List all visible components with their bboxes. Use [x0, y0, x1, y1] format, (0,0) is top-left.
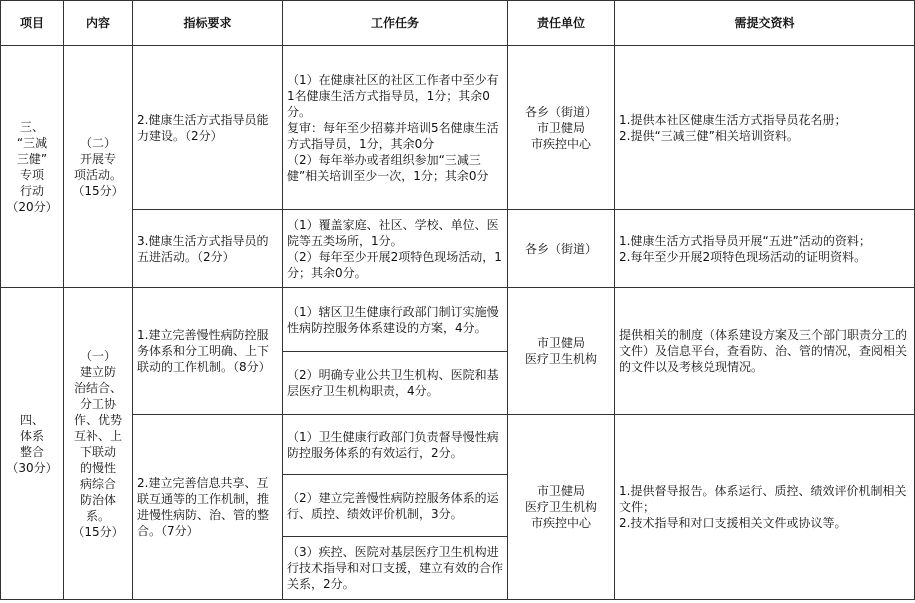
- header-row: [1, 1, 915, 46]
- materials-cell: 提供相关的制度（体系建设方案及三个部门职责分工的文件）及信息平台，查看防、治、管的情况，查阅相关的文件以及考核兑现情况。: [615, 288, 915, 415]
- task-cell: （3）疾控、医院对基层医疗卫生机构进行技术指导和对口支援，建立有效的合作关系，2分。: [283, 537, 508, 600]
- indicator-cell: 3.健康生活方式指导员的五进活动。（2分）: [133, 210, 283, 288]
- table-row: [1, 210, 915, 288]
- unit-cell: 各乡（街道）: [508, 210, 615, 288]
- task-cell: （1）卫生健康行政部门负责督导慢性病防控服务体系的有效运行，2分。: [283, 415, 508, 475]
- content-cell-3: （二） 开展专 项活动。 （15分）: [64, 46, 133, 288]
- table-row: [1, 46, 915, 210]
- indicator-cell: 2.建立完善信息共享、互联互通等的工作机制，推进慢性病防、治、管的整合。（7分）: [133, 415, 283, 600]
- unit-cell: 各乡（街道） 市卫健局 市疾控中心: [508, 46, 615, 210]
- indicator-cell: 2.健康生活方式指导员能力建设。（2分）: [133, 46, 283, 210]
- project-cell-4: 四、 体系 整合 （30分）: [1, 288, 64, 600]
- indicator-cell: 1.建立完善慢性病防控服务体系和分工明确、上下联动的工作机制。（8分）: [133, 288, 283, 415]
- table-row: [1, 288, 915, 352]
- task-cell: （1）在健康社区的社区工作者中至少有1名健康生活方式指导员，1分；其余0分。 复审：每年至少招募并培训5名健康生活方式指导员，1分，其余0分 （2）每年举办或者组织参加“三减三健”相关培训至少一次，1分；其余0分: [283, 46, 508, 210]
- project-cell-3: 三、 “三减 三健” 专项 行动 （20分）: [1, 46, 64, 288]
- content-cell-4: （一） 建立防 治结合、 分工协 作、优势 互补、上 下联动 的慢性 病综合 防治体 系。 （15分）: [64, 288, 133, 600]
- task-cell: （1）覆盖家庭、社区、学校、单位、医院等五类场所，1分。 （2）每年至少开展2项特色现场活动，1分；其余0分。: [283, 210, 508, 288]
- header-materials: 需提交资料: [615, 1, 915, 46]
- task-cell: （1）辖区卫生健康行政部门制订实施慢性病防控服务体系建设的方案，4分。: [283, 288, 508, 352]
- materials-cell: 1.提供本社区健康生活方式指导员花名册； 2.提供“三减三健”相关培训资料。: [615, 46, 915, 210]
- unit-cell: 市卫健局 医疗卫生机构: [508, 288, 615, 415]
- materials-cell: 1.提供督导报告。体系运行、质控、绩效评价机制相关文件； 2.技术指导和对口支援相关文件或协议等。: [615, 415, 915, 600]
- header-unit: 责任单位: [508, 1, 615, 46]
- materials-cell: 1.健康生活方式指导员开展“五进”活动的资料； 2.每年至少开展2项特色现场活动的证明资料。: [615, 210, 915, 288]
- table-row: [1, 415, 915, 475]
- header-project: 项目: [1, 1, 64, 46]
- task-cell: （2）明确专业公共卫生机构、医院和基层医疗卫生机构职责，4分。: [283, 352, 508, 415]
- header-content: 内容: [64, 1, 133, 46]
- unit-cell: 市卫健局 医疗卫生机构 市疾控中心: [508, 415, 615, 600]
- header-tasks: 工作任务: [283, 1, 508, 46]
- header-indicator: 指标要求: [133, 1, 283, 46]
- task-cell: （2）建立完善慢性病防控服务体系的运行、质控、绩效评价机制，3分。: [283, 475, 508, 537]
